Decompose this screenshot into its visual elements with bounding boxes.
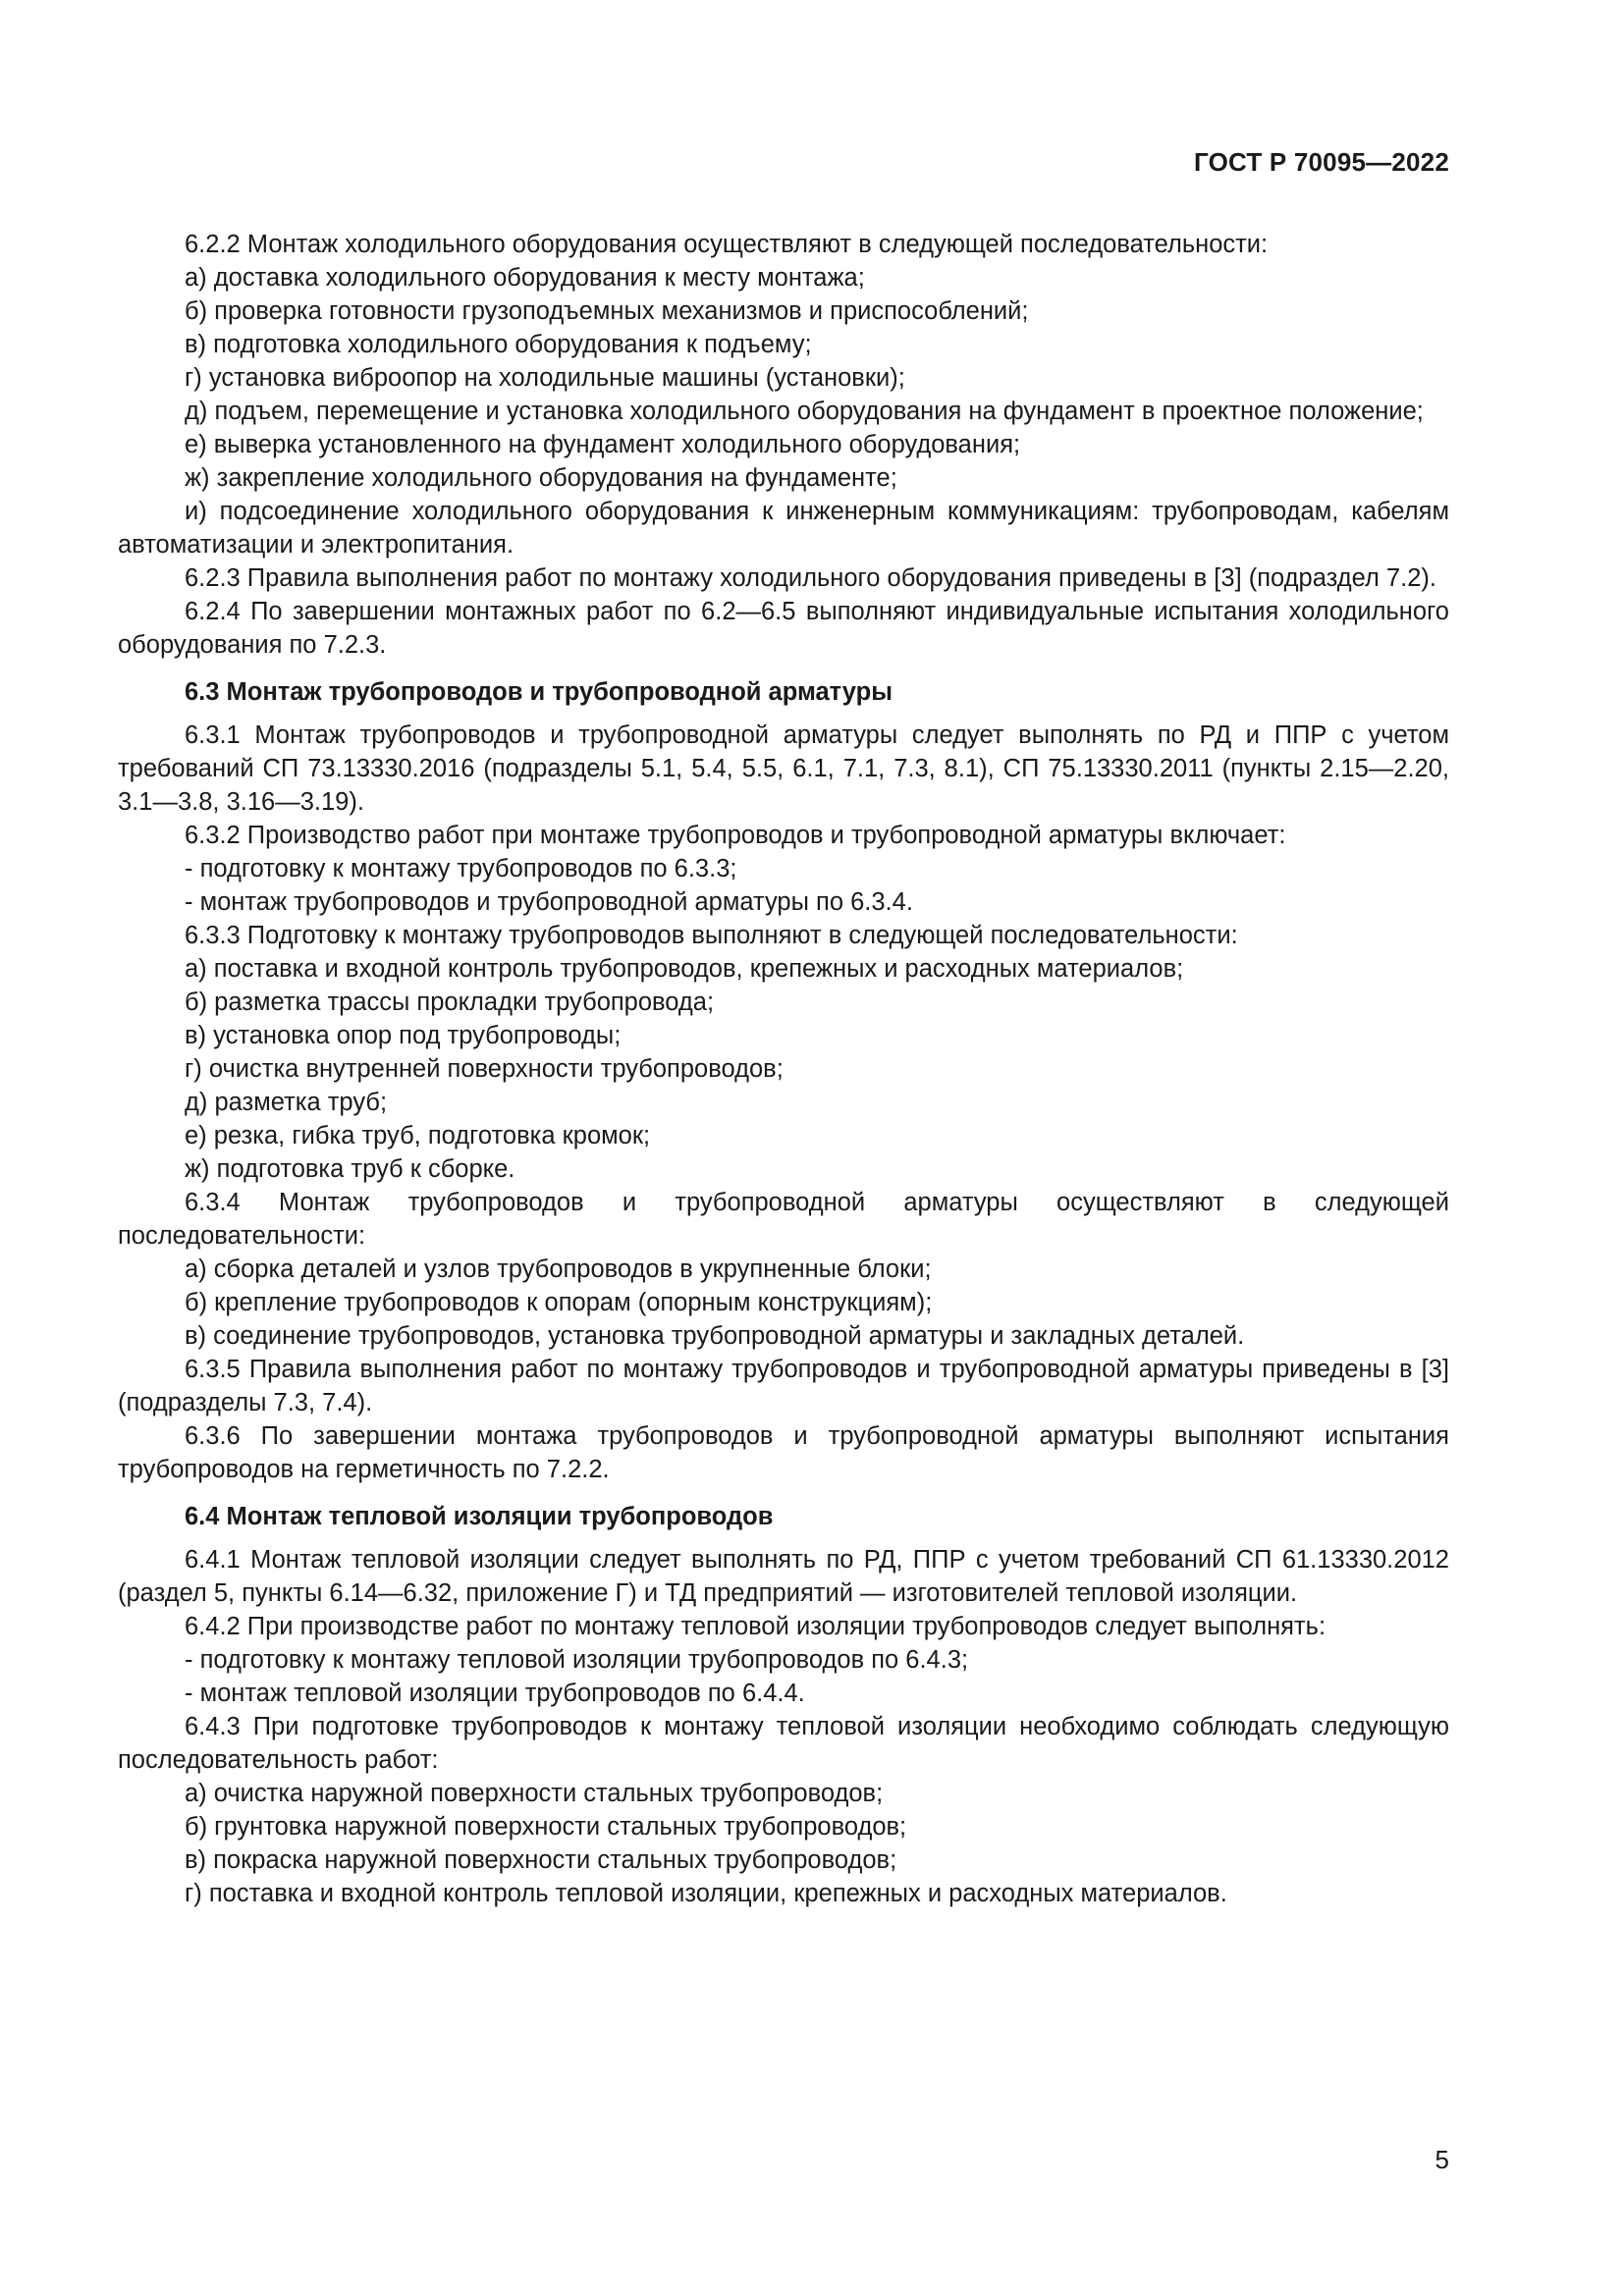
list-item: г) очистка внутренней поверхности трубопроводов; (185, 1055, 784, 1083)
clause-6-3-2: 6.3.2 Производство работ при монтаже трубопроводов и трубопроводной арматуры включает: (185, 822, 1286, 849)
list-item: в) соединение трубопроводов, установка трубопроводной арматуры и закладных деталей. (185, 1322, 1245, 1350)
clause-6-3-6: 6.3.6 По завершении монтажа трубопроводов и трубопроводной арматуры выполняют испытания трубопроводов на герметичность по 7.2.2. (118, 1422, 1449, 1483)
dash-item: - монтаж тепловой изоляции трубопроводов по 6.4.4. (185, 1680, 805, 1707)
list-item: в) установка опор под трубопроводы; (185, 1022, 622, 1049)
clause-6-3-4: 6.3.4 Монтаж трубопроводов и трубопроводной арматуры осуществляют в следующей последовательности: (118, 1189, 1449, 1250)
clause-6-2-3: 6.2.3 Правила выполнения работ по монтажу холодильного оборудования приведены в [3] (подраздел 7.2). (185, 564, 1436, 592)
clause-6-2-2: 6.2.2 Монтаж холодильного оборудования осуществляют в следующей последовательности: (185, 231, 1269, 258)
list-item: г) поставка и входной контроль тепловой изоляции, крепежных и расходных материалов. (185, 1880, 1227, 1907)
list-item: б) крепление трубопроводов к опорам (опорным конструкциям); (185, 1289, 933, 1316)
clause-6-4-3: 6.4.3 При подготовке трубопроводов к монтажу тепловой изоляции необходимо соблюдать следующую последовательность работ: (118, 1713, 1449, 1774)
page-content (118, 228, 1449, 1910)
clause-6-3-1: 6.3.1 Монтаж трубопроводов и трубопроводной арматуры следует выполнять по РД и ППР с учетом требований СП 73.13330.2016 (подразделы 5.1, 5.4, 5.5, 6.1, 7.1, 7.3, 8.1), СП 75.13330.2011 (пункты 2.15—2.20, 3.1—3.8, 3.16—3.19). (118, 721, 1449, 816)
list-item: а) очистка наружной поверхности стальных трубопроводов; (185, 1780, 884, 1807)
list-item: а) сборка деталей и узлов трубопроводов в укрупненные блоки; (185, 1255, 932, 1283)
list-item: д) разметка труб; (185, 1089, 388, 1116)
dash-item: - монтаж трубопроводов и трубопроводной арматуры по 6.3.4. (185, 888, 913, 916)
list-item: а) поставка и входной контроль трубопроводов, крепежных и расходных материалов; (185, 955, 1184, 983)
list-item: а) доставка холодильного оборудования к месту монтажа; (185, 264, 865, 292)
dash-item: - подготовку к монтажу тепловой изоляции трубопроводов по 6.4.3; (185, 1646, 969, 1674)
document-code: ГОСТ Р 70095—2022 (1194, 147, 1449, 177)
dash-item: - подготовку к монтажу трубопроводов по 6.3.3; (185, 855, 737, 882)
section-heading-6-4: 6.4 Монтаж тепловой изоляции трубопроводов (185, 1503, 774, 1530)
list-item: д) подъем, перемещение и установка холодильного оборудования на фундамент в проектное положение; (185, 398, 1424, 425)
list-item: б) проверка готовности грузоподъемных механизмов и приспособлений; (185, 297, 1029, 325)
clause-6-3-5: 6.3.5 Правила выполнения работ по монтажу трубопроводов и трубопроводной арматуры приведены в [3] (подразделы 7.3, 7.4). (118, 1356, 1449, 1416)
list-item: е) резка, гибка труб, подготовка кромок; (185, 1122, 651, 1149)
section-heading-6-3: 6.3 Монтаж трубопроводов и трубопроводной арматуры (185, 678, 893, 706)
clause-6-2-4: 6.2.4 По завершении монтажных работ по 6.2—6.5 выполняют индивидуальные испытания холодильного оборудования по 7.2.3. (118, 598, 1449, 659)
list-item: б) разметка трассы прокладки трубопровода; (185, 988, 715, 1016)
list-item: б) грунтовка наружной поверхности стальных трубопроводов; (185, 1813, 907, 1841)
clause-6-4-1: 6.4.1 Монтаж тепловой изоляции следует выполнять по РД, ППР с учетом требований СП 61.13330.2012 (раздел 5, пункты 6.14—6.32, приложение Г) и ТД предприятий — изготовителей тепловой изоляции. (118, 1546, 1449, 1607)
list-item: и) подсоединение холодильного оборудования к инженерным коммуникациям: трубопроводам, кабелям автоматизации и электропитания. (118, 498, 1449, 559)
list-item: ж) закрепление холодильного оборудования на фундаменте; (185, 464, 897, 492)
list-item: в) покраска наружной поверхности стальных трубопроводов; (185, 1846, 897, 1874)
list-item: г) установка виброопор на холодильные машины (установки); (185, 364, 905, 392)
page-number: 5 (1435, 2145, 1449, 2174)
list-item: в) подготовка холодильного оборудования к подъему; (185, 331, 812, 358)
list-item: ж) подготовка труб к сборке. (185, 1155, 515, 1183)
clause-6-3-3: 6.3.3 Подготовку к монтажу трубопроводов выполняют в следующей последовательности: (185, 922, 1238, 949)
clause-6-4-2: 6.4.2 При производстве работ по монтажу тепловой изоляции трубопроводов следует выполнять: (185, 1613, 1326, 1640)
list-item: е) выверка установленного на фундамент холодильного оборудования; (185, 431, 1021, 458)
